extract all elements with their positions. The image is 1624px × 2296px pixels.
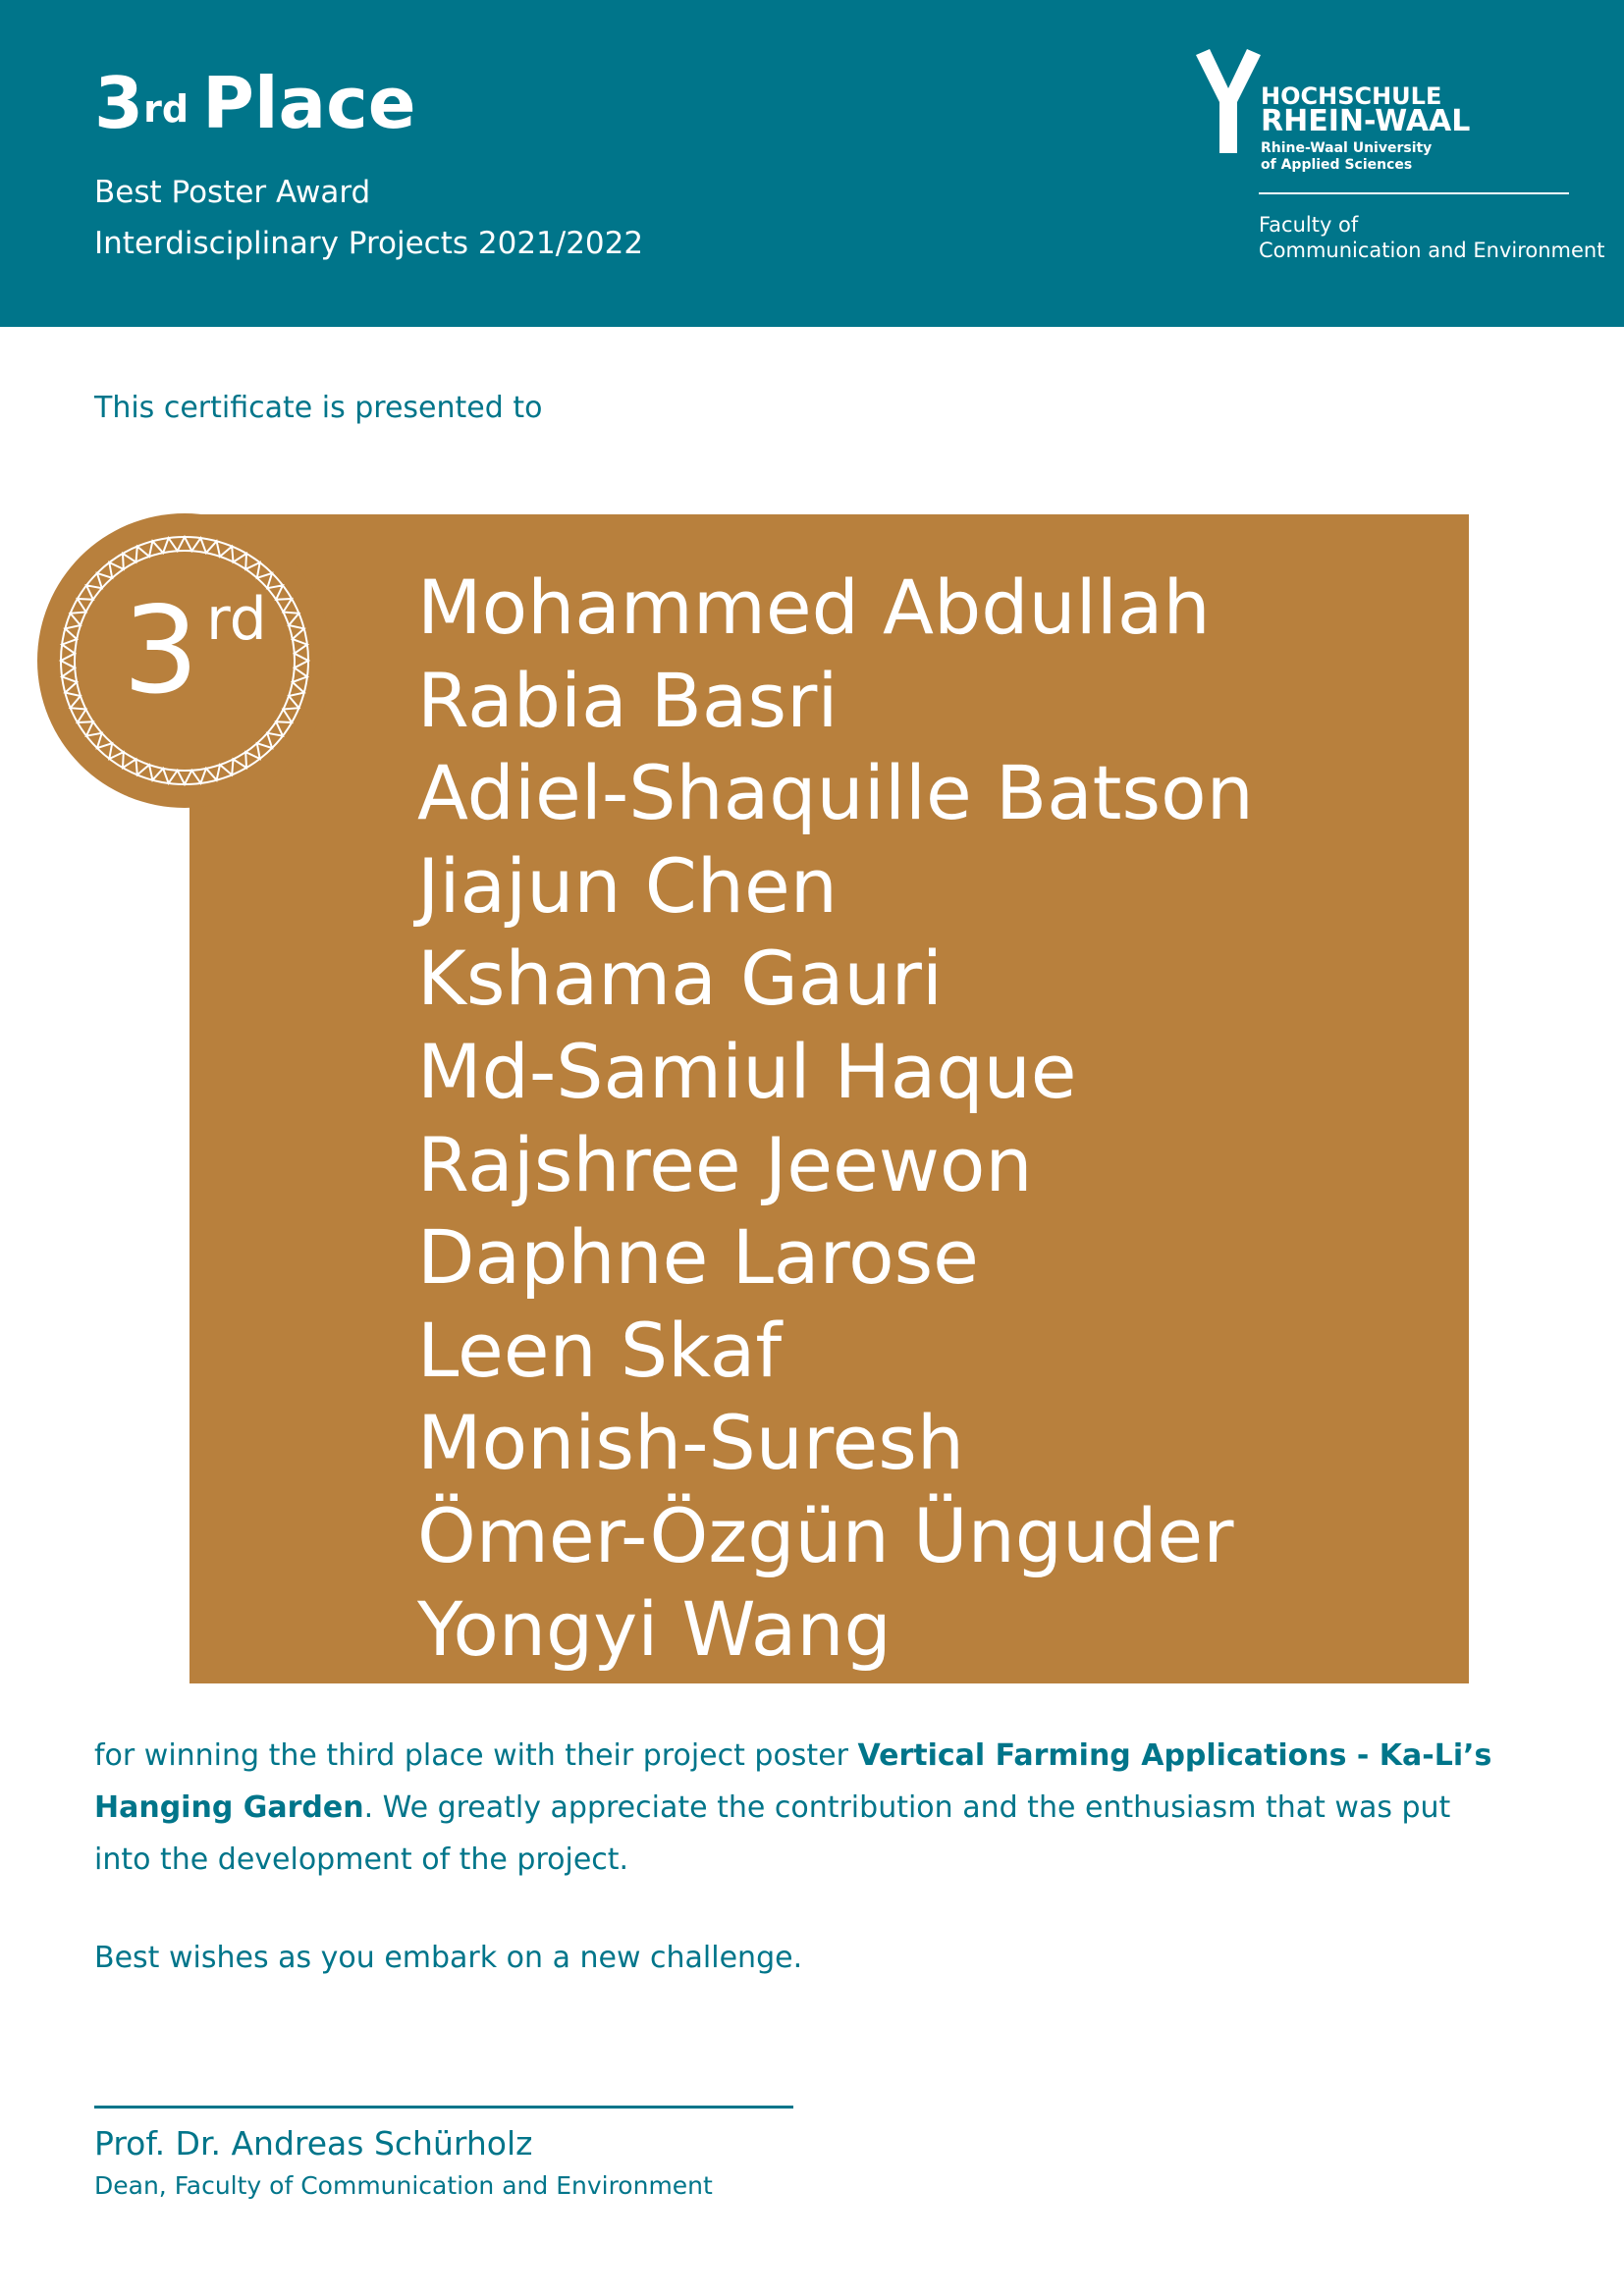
logo-line-1: HOCHSCHULE	[1261, 82, 1442, 110]
presented-to-text: This certificate is presented to	[94, 391, 543, 425]
logo-line-2: RHEIN-WAAL	[1261, 104, 1471, 138]
place-title	[94, 59, 416, 147]
place-number: 3	[94, 62, 144, 144]
recipient-name: Rajshree Jeewon	[417, 1120, 1033, 1208]
recipient-name: Daphne Larose	[417, 1213, 979, 1302]
logo-divider	[1259, 192, 1569, 194]
recipient-name: Mohammed Abdullah	[417, 563, 1211, 651]
recipient-name: Ömer-Özgün Ünguder	[417, 1491, 1234, 1579]
recipient-name: Leen Skaf	[417, 1306, 783, 1394]
recipient-list	[417, 561, 1254, 1676]
faculty-line-2: Communication and Environment	[1259, 239, 1605, 262]
signer-role: Dean, Faculty of Communication and Environment	[94, 2171, 713, 2200]
place-word: Place	[202, 62, 416, 144]
faculty-line-1: Faculty of	[1259, 213, 1359, 237]
logo-line-4: of Applied Sciences	[1261, 157, 1413, 173]
wishes-text: Best wishes as you embark on a new challenge.	[94, 1941, 803, 1975]
recipient-name: Monish-Suresh	[417, 1399, 965, 1487]
certificate-body	[94, 1730, 1498, 1886]
body-text-part-1: for winning the third place with their project poster	[94, 1738, 858, 1773]
university-logo-icon	[1196, 49, 1261, 157]
logo-line-3: Rhine-Waal University	[1261, 140, 1433, 156]
place-suffix: rd	[143, 87, 189, 131]
signature-line	[94, 2106, 793, 2109]
recipient-name: Jiajun Chen	[417, 841, 838, 930]
seal-number: 3	[123, 581, 199, 721]
award-name: Best Poster Award	[94, 175, 371, 210]
recipient-name: Yongyi Wang	[417, 1584, 892, 1673]
program-name: Interdisciplinary Projects 2021/2022	[94, 226, 644, 261]
body-text-part-2: . We greatly appreciate the contribution and the enthusiasm that was put into the development of the project.	[94, 1790, 1451, 1877]
project-title: Vertical Farming Applications - Ka-Li’s Hanging Garden	[94, 1738, 1492, 1825]
seal-suffix: rd	[206, 585, 267, 654]
recipient-name: Md-Samiul Haque	[417, 1027, 1077, 1115]
signer-name: Prof. Dr. Andreas Schürholz	[94, 2124, 533, 2163]
recipient-name: Kshama Gauri	[417, 934, 943, 1023]
recipient-name: Adiel-Shaquille Batson	[417, 749, 1254, 837]
recipient-name: Rabia Basri	[417, 656, 839, 744]
